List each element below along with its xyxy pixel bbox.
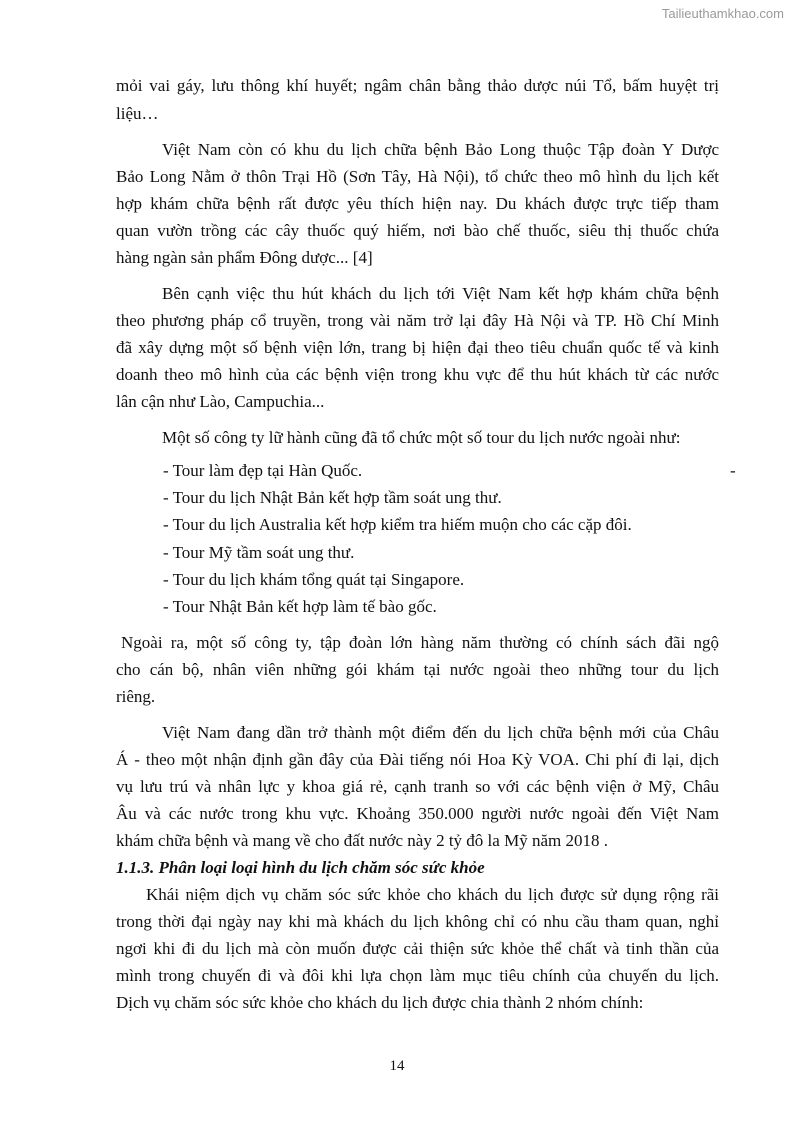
text-line: mỏi vai gáy, lưu thông khí huyết; ngâm chân bằng thảo dược núi Tổ, bấm huyệt trị — [116, 76, 719, 95]
text-line: Ngoài ra, một số công ty, tập đoàn lớn hàng năm thường có chính sách đãi ngộ — [121, 633, 719, 652]
text-line: khám chữa bệnh và mang về cho đất nước này 2 tỷ đô la Mỹ năm 2018 . — [116, 831, 608, 850]
text-line: ngơi khi đi du lịch mà còn muốn được cải thiện sức khỏe thể chất và tinh thần của — [116, 939, 719, 958]
section-heading: 1.1.3. Phân loại loại hình du lịch chăm sóc sức khỏe — [116, 858, 485, 877]
text-line: Bảo Long Nằm ở thôn Trại Hồ (Sơn Tây, Hà Nội), tổ chức theo mô hình du lịch kết — [116, 167, 719, 186]
text-line: lân cận như Lào, Campuchia... — [116, 392, 325, 411]
page-number: 14 — [389, 1058, 405, 1074]
text-line: Việt Nam đang dần trở thành một điểm đến du lịch chữa bệnh mới của Châu — [162, 723, 719, 742]
text-line: mình trong chuyến đi và đôi khi lựa chọn làm mục tiêu chính của chuyến du lịch. — [116, 966, 719, 985]
text-line: Dịch vụ chăm sóc sức khỏe cho khách du lịch được chia thành 2 nhóm chính: — [116, 993, 644, 1012]
text-line: Âu và các nước trong khu vực. Khoảng 350.000 người nước ngoài đến Việt Nam — [116, 804, 719, 823]
text-line: riêng. — [116, 687, 156, 706]
text-line: trong thời đại ngày nay khi mà khách du lịch không chỉ có nhu cầu tham quan, nghỉ — [116, 912, 719, 931]
list-item: - Tour Nhật Bản kết hợp làm tế bào gốc. — [163, 597, 437, 616]
text-line: Việt Nam còn có khu du lịch chữa bệnh Bảo Long thuộc Tập đoàn Y Dược — [162, 140, 719, 159]
text-line: Á - theo một nhận định gần đây của Đài tiếng nói Hoa Kỳ VOA. Chi phí đi lại, dịch — [116, 750, 719, 769]
watermark: Tailieuthamkhao.com — [661, 6, 784, 21]
text-line: doanh theo mô hình của các bệnh viện trong khu vực để thu hút khách từ các nước — [116, 365, 719, 384]
text-line: Khái niệm dịch vụ chăm sóc sức khỏe cho khách du lịch được sử dụng rộng rãi — [146, 885, 719, 904]
stray-dash: - — [730, 461, 736, 480]
text-line: vụ lưu trú và nhân lực y khoa giá rẻ, cạnh tranh so với các bệnh viện ở Mỹ, Châu — [116, 777, 719, 796]
text-line: Bên cạnh việc thu hút khách du lịch tới Việt Nam kết hợp khám chữa bệnh — [162, 284, 719, 303]
text-line: cho cán bộ, nhân viên những gói khám tại nước ngoài theo những tour du lịch — [116, 660, 719, 679]
text-line: đã xây dựng một số bệnh viện lớn, trang bị hiện đại theo tiêu chuẩn quốc tế và kinh — [116, 338, 719, 357]
text-line: theo phương pháp cổ truyền, trong vài năm trở lại đây Hà Nội và TP. Hồ Chí Minh — [116, 311, 719, 330]
text-line: Một số công ty lữ hành cũng đã tổ chức một số tour du lịch nước ngoài như: — [162, 428, 681, 447]
text-line: liệu… — [116, 104, 159, 123]
list-item: - Tour du lịch Australia kết hợp kiểm tra hiếm muộn cho các cặp đôi. — [163, 515, 632, 534]
list-item: - Tour làm đẹp tại Hàn Quốc. — [163, 461, 363, 480]
text-line: quan vườn trồng các cây thuốc quý hiếm, nơi bào chế thuốc, siêu thị thuốc chứa — [116, 221, 719, 240]
text-line: hàng ngàn sản phẩm Đông dược... [4] — [116, 248, 373, 267]
list-item: - Tour du lịch khám tổng quát tại Singapore. — [163, 570, 465, 589]
list-item: - Tour du lịch Nhật Bản kết hợp tầm soát ung thư. — [163, 488, 502, 507]
list-item: - Tour Mỹ tầm soát ung thư. — [163, 543, 355, 562]
text-line: hợp khám chữa bệnh rất được yêu thích hiện nay. Du khách được trực tiếp tham — [116, 194, 719, 213]
